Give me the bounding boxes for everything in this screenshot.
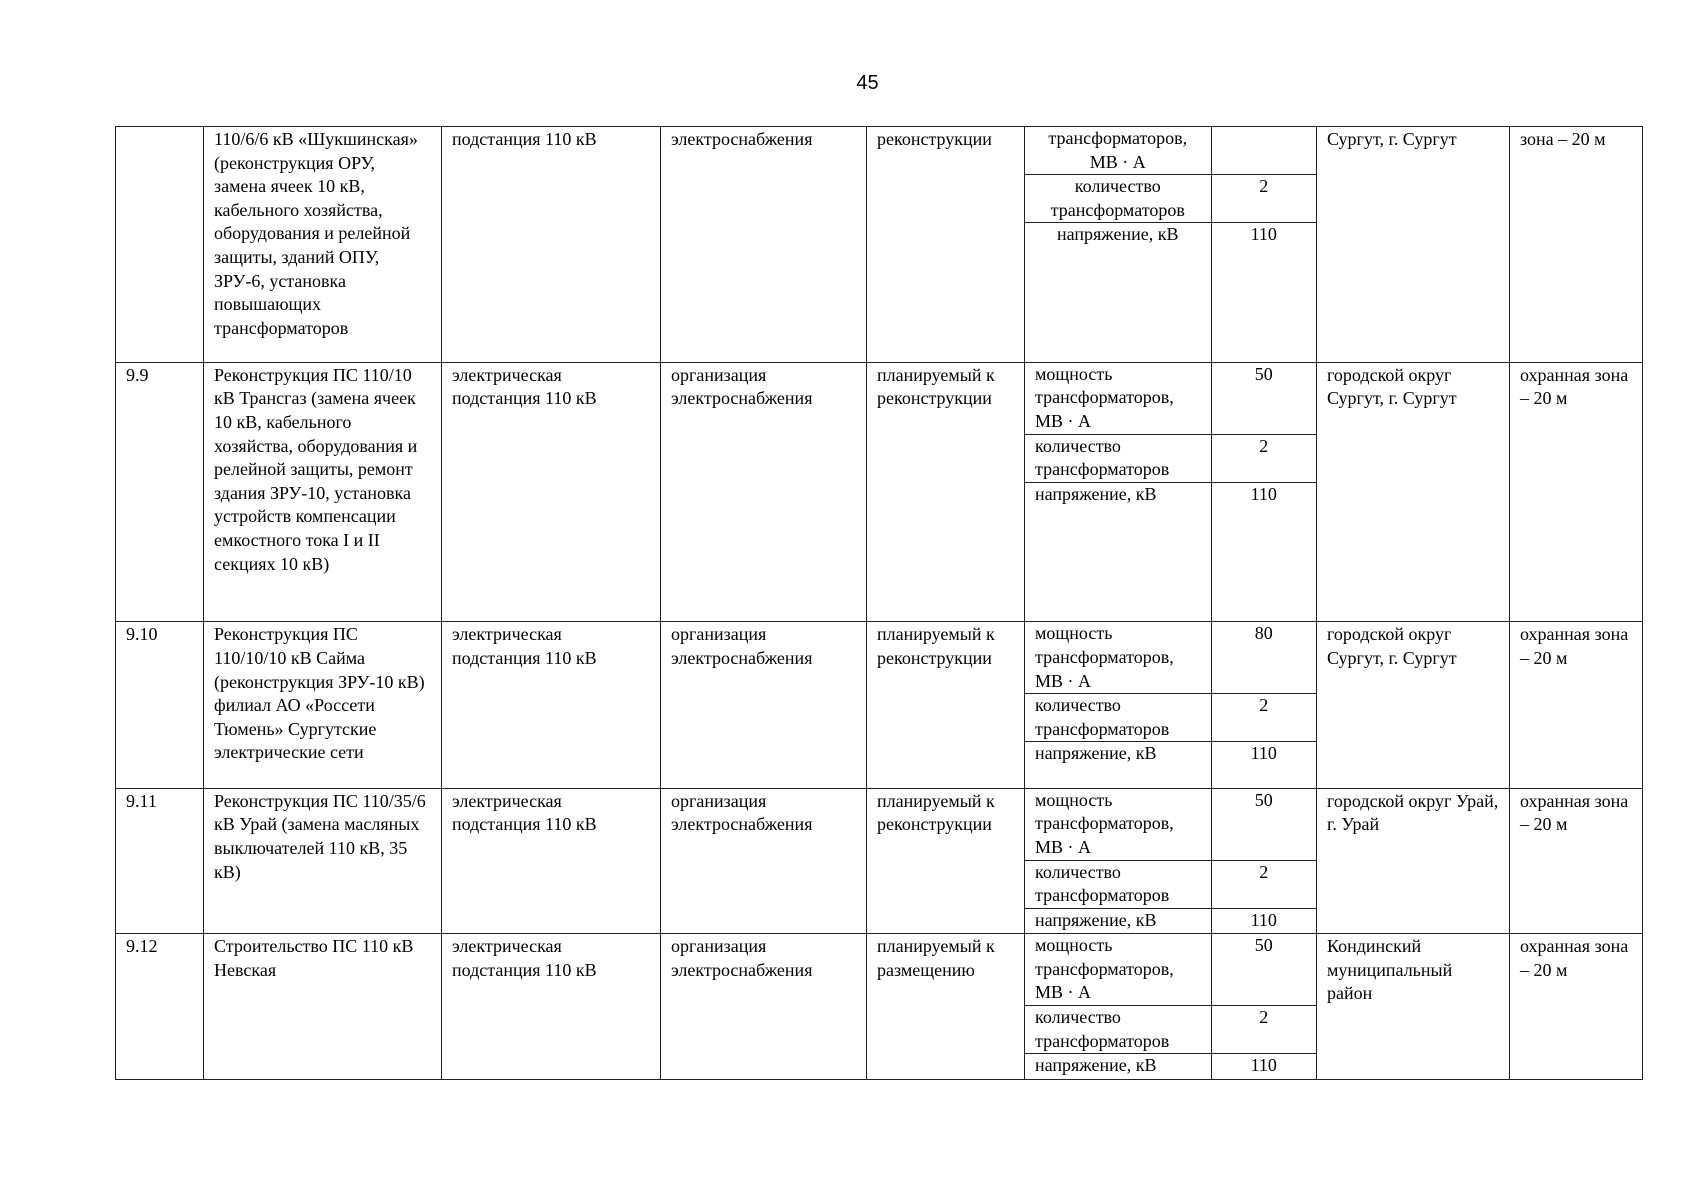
param-value: 2	[1211, 694, 1316, 742]
table-row	[116, 127, 1643, 363]
param-row	[1025, 908, 1316, 933]
param-label: количество трансформаторов	[1025, 860, 1211, 908]
facility-params	[1025, 362, 1317, 621]
param-value: 2	[1211, 1006, 1316, 1054]
param-row	[1025, 694, 1316, 742]
params-table	[1025, 363, 1316, 621]
row-number: 9.10	[116, 622, 204, 788]
param-value: 2	[1211, 434, 1316, 482]
param-row	[1025, 223, 1316, 362]
params-table	[1025, 622, 1316, 787]
param-value: 110	[1211, 482, 1316, 621]
param-label: напряжение, кВ	[1025, 908, 1211, 933]
facility-zone: охранная зона – 20 м	[1510, 934, 1643, 1079]
param-value: 110	[1211, 1054, 1316, 1079]
facility-params	[1025, 127, 1317, 363]
facility-location: городской округ Сургут, г. Сургут	[1317, 622, 1510, 788]
facility-location: Сургут, г. Сургут	[1317, 127, 1510, 363]
param-label: количество трансформаторов	[1025, 694, 1211, 742]
param-label: напряжение, кВ	[1025, 742, 1211, 788]
facility-status: реконструкции	[867, 127, 1025, 363]
facility-purpose: электроснабжения	[661, 127, 867, 363]
facility-purpose: организация электроснабжения	[661, 622, 867, 788]
facility-status: планируемый к реконструкции	[867, 788, 1025, 933]
param-row	[1025, 363, 1316, 434]
facility-zone: охранная зона – 20 м	[1510, 362, 1643, 621]
facility-location: городской округ Урай, г. Урай	[1317, 788, 1510, 933]
param-row	[1025, 127, 1316, 175]
facility-params	[1025, 788, 1317, 933]
param-value: 2	[1211, 860, 1316, 908]
param-label: напряжение, кВ	[1025, 482, 1211, 621]
facility-type: электрическая подстанция 110 кВ	[442, 934, 661, 1079]
param-row	[1025, 934, 1316, 1005]
param-value: 80	[1211, 622, 1316, 693]
facility-type: подстанция 110 кВ	[442, 127, 661, 363]
params-table	[1025, 127, 1316, 362]
params-table	[1025, 789, 1316, 933]
facility-zone: зона – 20 м	[1510, 127, 1643, 363]
row-number	[116, 127, 204, 363]
facility-name: 110/6/6 кВ «Шукшинская» (реконструкция ОРУ, замена ячеек 10 кВ, кабельного хозяйства, оборудования и релейной защиты, зданий ОПУ, ЗРУ-6, установка повышающих трансформаторов	[204, 127, 442, 363]
facility-location: городской округ Сургут, г. Сургут	[1317, 362, 1510, 621]
row-number: 9.9	[116, 362, 204, 621]
param-row	[1025, 742, 1316, 788]
param-label: мощность трансформаторов, МВ · А	[1035, 623, 1174, 691]
param-row	[1025, 622, 1316, 693]
facility-type: электрическая подстанция 110 кВ	[442, 788, 661, 933]
param-row	[1025, 175, 1316, 223]
param-row	[1025, 482, 1316, 621]
facility-status: планируемый к реконструкции	[867, 362, 1025, 621]
param-label: напряжение, кВ	[1025, 1054, 1211, 1079]
facility-zone: охранная зона – 20 м	[1510, 788, 1643, 933]
facility-name: Реконструкция ПС 110/10 кВ Трансгаз (замена ячеек 10 кВ, кабельного хозяйства, оборудования и релейной защиты, ремонт здания ЗРУ-10, установка устройств компенсации емкостного тока I и II секциях 10 кВ)	[204, 362, 442, 621]
param-row	[1025, 1006, 1316, 1054]
facility-status: планируемый к реконструкции	[867, 622, 1025, 788]
facility-zone: охранная зона – 20 м	[1510, 622, 1643, 788]
param-row	[1025, 434, 1316, 482]
facilities-table	[115, 126, 1643, 1080]
table-row	[116, 362, 1643, 621]
param-label: трансформаторов, МВ · А	[1048, 128, 1188, 172]
facility-type: электрическая подстанция 110 кВ	[442, 622, 661, 788]
table-row	[116, 788, 1643, 933]
param-row	[1025, 860, 1316, 908]
table-row	[116, 934, 1643, 1079]
param-value: 110	[1211, 223, 1316, 362]
facility-name: Реконструкция ПС 110/10/10 кВ Сайма (реконструкция ЗРУ-10 кВ) филиал АО «Россети Тюмень» Сургутские электрические сети	[204, 622, 442, 788]
param-value: 110	[1211, 908, 1316, 933]
params-table	[1025, 934, 1316, 1078]
param-label: количество трансформаторов	[1025, 175, 1211, 223]
param-value	[1211, 127, 1316, 175]
param-value: 50	[1211, 363, 1316, 434]
facility-name: Реконструкция ПС 110/35/6 кВ Урай (замена масляных выключателей 110 кВ, 35 кВ)	[204, 788, 442, 933]
page-number: 45	[856, 72, 879, 94]
facility-purpose: организация электроснабжения	[661, 362, 867, 621]
facility-name: Строительство ПС 110 кВ Невская	[204, 934, 442, 1079]
param-value: 110	[1211, 742, 1316, 788]
facility-type: электрическая подстанция 110 кВ	[442, 362, 661, 621]
param-row	[1025, 789, 1316, 860]
facility-status: планируемый к размещению	[867, 934, 1025, 1079]
param-label: мощность трансформаторов, МВ · А	[1035, 789, 1174, 857]
facility-location: Кондинский муниципальный район	[1317, 934, 1510, 1079]
param-value: 50	[1211, 934, 1316, 1005]
row-number: 9.11	[116, 788, 204, 933]
table-row	[116, 622, 1643, 788]
param-value: 2	[1211, 175, 1316, 223]
param-row	[1025, 1054, 1316, 1079]
param-value: 50	[1211, 789, 1316, 860]
facility-purpose: организация электроснабжения	[661, 788, 867, 933]
facility-params	[1025, 934, 1317, 1079]
param-label: мощность трансформаторов, МВ · А	[1035, 935, 1174, 1003]
param-label: мощность трансформаторов, МВ · А	[1035, 363, 1174, 432]
param-label: напряжение, кВ	[1025, 223, 1211, 362]
facility-purpose: организация электроснабжения	[661, 934, 867, 1079]
param-label: количество трансформаторов	[1025, 1006, 1211, 1054]
param-label: количество трансформаторов	[1025, 434, 1211, 482]
row-number: 9.12	[116, 934, 204, 1079]
facility-params	[1025, 622, 1317, 788]
